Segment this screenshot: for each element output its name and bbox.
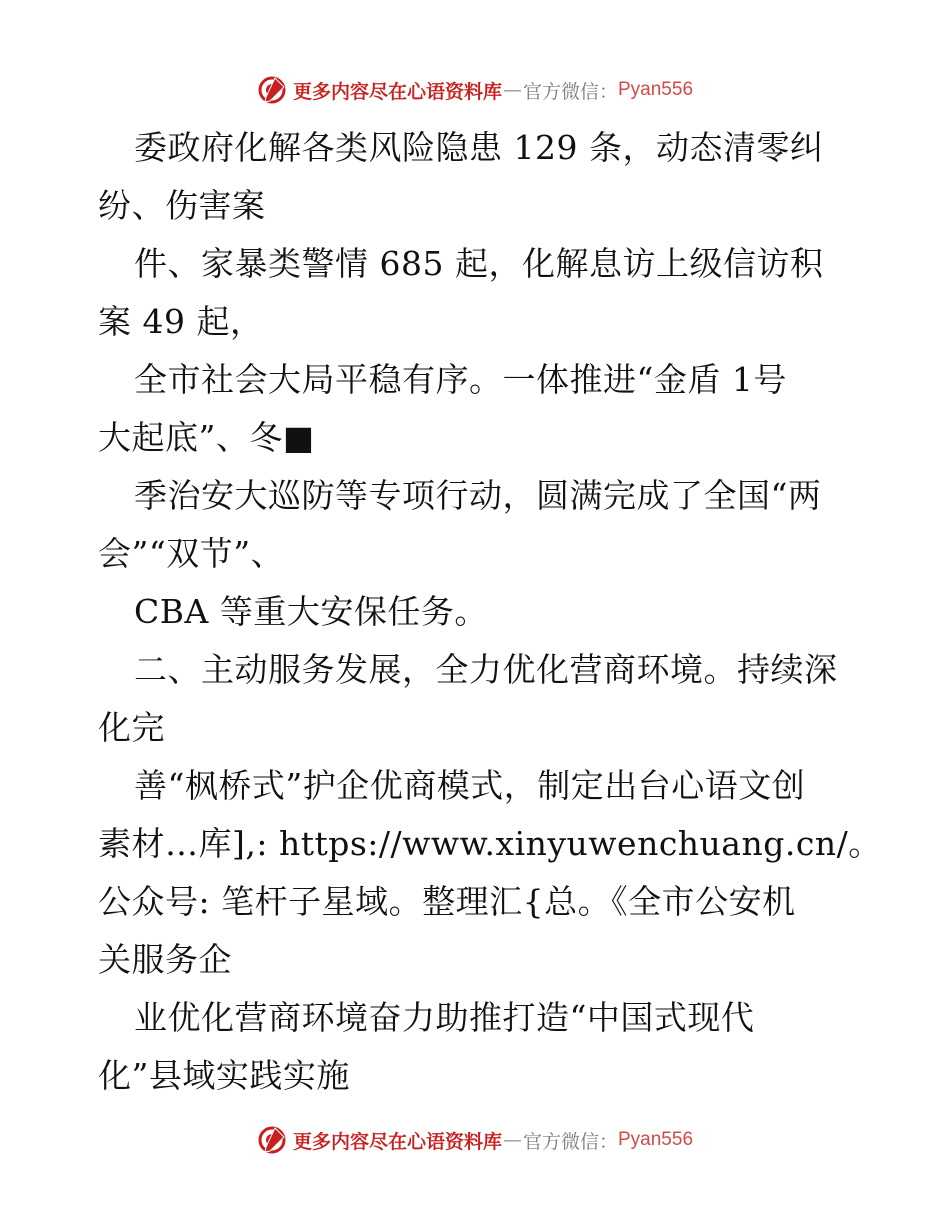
text-line: 业优化营商环境奋力助推打造“中国式现代 — [134, 998, 755, 1037]
text-line: 公众号: 笔杆子星域。整理汇{总。《全市公安机 — [98, 882, 796, 921]
banner-wechat-label: 官方微信： — [522, 80, 618, 103]
banner-title: 更多内容尽在心语资料库 — [292, 80, 502, 103]
header-banner — [0, 70, 950, 110]
text-line: 化完 — [98, 708, 165, 747]
banner-dash: — — [502, 79, 522, 101]
pen-logo-icon — [257, 75, 287, 105]
text-line: CBA 等重大安保任务。 — [134, 592, 488, 631]
text-line: 委政府化解各类风险隐患 129 条，动态清零纠 — [134, 128, 824, 167]
text-line: 会”“双节”、 — [98, 534, 285, 573]
text-line: 大起底”、冬■ — [98, 418, 315, 457]
text-line: 案 49 起， — [98, 302, 264, 341]
pen-logo-icon — [257, 1125, 287, 1155]
text-line: 关服务企 — [98, 940, 232, 979]
text-line: 纷、伤害案 — [98, 186, 266, 225]
footer-banner — [0, 1120, 950, 1160]
text-line: 二、主动服务发展，全力优化营商环境。持续深 — [134, 650, 838, 689]
text-line: 件、家暴类警情 685 起，化解息访上级信访积 — [134, 244, 824, 283]
text-line: 化”县域实践实施 — [98, 1056, 350, 1095]
text-line: 善“枫桥式”护企优商模式，制定出台心语文创 — [134, 766, 806, 805]
text-line: 素材…库],: https://www.xinyuwenchuang.cn/。 — [98, 824, 882, 863]
banner-title: 更多内容尽在心语资料库 — [292, 1130, 502, 1153]
banner-wechat-label: 官方微信： — [522, 1130, 618, 1153]
banner-dash: — — [502, 1129, 522, 1151]
banner-wechat-id: Pyan556 — [618, 79, 694, 100]
text-line: 全市社会大局平稳有序。一体推进“金盾 1号 — [134, 360, 787, 399]
text-line: 季治安大巡防等专项行动，圆满完成了全国“两 — [134, 476, 822, 515]
banner-wechat-id: Pyan556 — [618, 1129, 694, 1150]
